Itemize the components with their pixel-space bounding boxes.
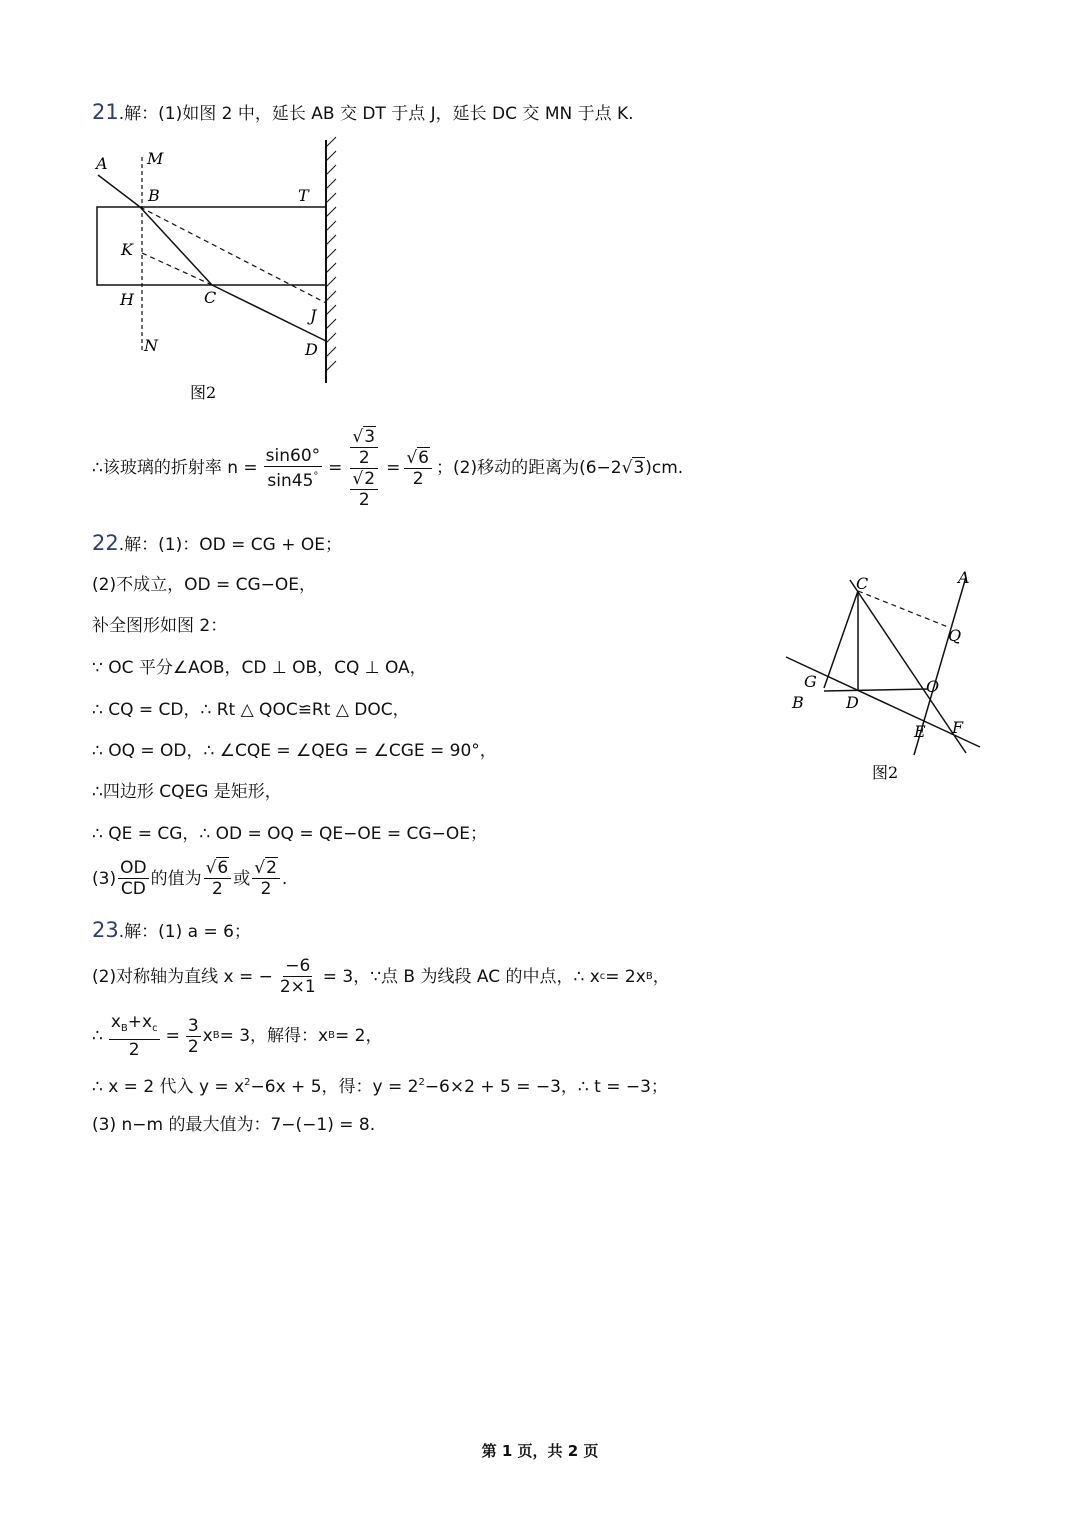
label-j: J [310, 306, 317, 325]
q22-line1: 22.解：(1)：OD = CG + OE； [92, 531, 342, 555]
label-c: C [204, 288, 217, 307]
q21-ray-ab [98, 175, 140, 207]
q22-line-cq [858, 591, 948, 627]
label-a: A [96, 154, 108, 173]
label-o: O [926, 677, 940, 696]
q22-line7: ∴四边形 CQEG 是矩形， [92, 782, 282, 802]
q22-line3: 补全图形如图 2： [92, 616, 228, 636]
q22-line-do [824, 689, 928, 691]
q22-line6: ∴ OQ = OD，∴ ∠CQE = ∠QEG = ∠CGE = 90°， [92, 741, 497, 761]
q21-line1: 21.解：(1)如图 2 中，延长 AB 交 DT 于点 J，延长 DC 交 MN 于点 K. [92, 100, 634, 124]
q22-line2: (2)不成立，OD = CG−OE， [92, 575, 317, 595]
q21-number: 21 [92, 100, 119, 124]
label-k: K [121, 240, 133, 259]
label-q: Q [948, 626, 962, 645]
q22-number: 22 [92, 531, 119, 555]
label-d: D [305, 340, 318, 359]
q22-caption: 图2 [872, 763, 899, 782]
label-h: H [120, 290, 134, 309]
q23-line1: 23.解：(1) a = 6； [92, 918, 251, 942]
label-c: C [856, 574, 869, 593]
label-d: D [846, 693, 859, 712]
q21-figure [90, 135, 350, 405]
q21-formula: ∴该玻璃的折射率 n = $\frac{\sin 60^\circ}{\sin 45^\circ}$ = $\frac{\frac{√3}{2}}{\frac{√2}{2}}$ = $\frac{√6}{2}$ ；(2)移动的距离为(6−2 √3 )cm. [92, 426, 684, 510]
label-t: T [298, 186, 309, 205]
q21-caption: 图2 [190, 383, 217, 402]
q21-ext-bj [140, 207, 326, 303]
q23-number: 23 [92, 918, 119, 942]
label-g: G [804, 672, 817, 691]
q22-line9: (3) $\frac{OD}{CD}$ 的值为 $\frac{√6}{2}$ 或 $\frac{√2}{2}$ . [92, 858, 288, 899]
q22-figure [780, 565, 990, 790]
label-m: M [147, 149, 164, 168]
q22-line-cf [850, 580, 966, 753]
od-cd-fraction: $\frac{OD}{CD}$ [120, 858, 147, 899]
q22-line8: ∴ QE = CG，∴ OD = OQ = QE−OE = CG−OE； [92, 824, 487, 844]
q21-ext-ck [142, 253, 212, 285]
q21-ray-bc [140, 207, 212, 285]
label-b: B [148, 186, 160, 205]
label-f: F [952, 718, 964, 737]
q23-line3: ∴ $\frac{x_B+x_c}{2}$ = $\frac{3}{2}$ x B = 3，解得：x B = 2， [92, 1012, 383, 1060]
label-n: N [144, 336, 158, 355]
q23-line4: ∴ x = 2 代入 $y = x^2-6x + 5$，得：$y = 2^2-6\times 2 + 5 = -3$，∴ t = −3； [92, 1077, 668, 1097]
page-footer: 第 1 页，共 2 页 [481, 1442, 599, 1460]
q23-line2: (2)对称轴为直线 x = − $\frac{-6}{2\times 1}$ = 3，∵点 B 为线段 AC 的中点，∴ x c = 2x B ， [92, 956, 670, 997]
q22-line5: ∴ CQ = CD，∴ Rt △ QOC≌Rt △ DOC， [92, 700, 410, 720]
compound-fraction: $\frac{\frac{√3}{2}}{\frac{√2}{2}}$ [348, 427, 380, 510]
q23-line5: (3) n−m 的最大值为：7−(−1) = 8. [92, 1115, 376, 1135]
q21-ray-cd [212, 285, 326, 341]
q22-line-bf [786, 657, 980, 747]
q22-line4: ∵ OC 平分∠AOB，CD ⊥ OB，CQ ⊥ OA， [92, 658, 427, 678]
label-a: A [958, 568, 970, 587]
q22-line-cg [824, 591, 858, 688]
label-e: E [914, 722, 926, 741]
sin-fraction: $\frac{\sin 60^\circ}{\sin 45^\circ}$ [265, 445, 321, 491]
label-b: B [792, 693, 804, 712]
sqrt6-fraction: $\frac{√6}{2}$ [404, 448, 432, 489]
